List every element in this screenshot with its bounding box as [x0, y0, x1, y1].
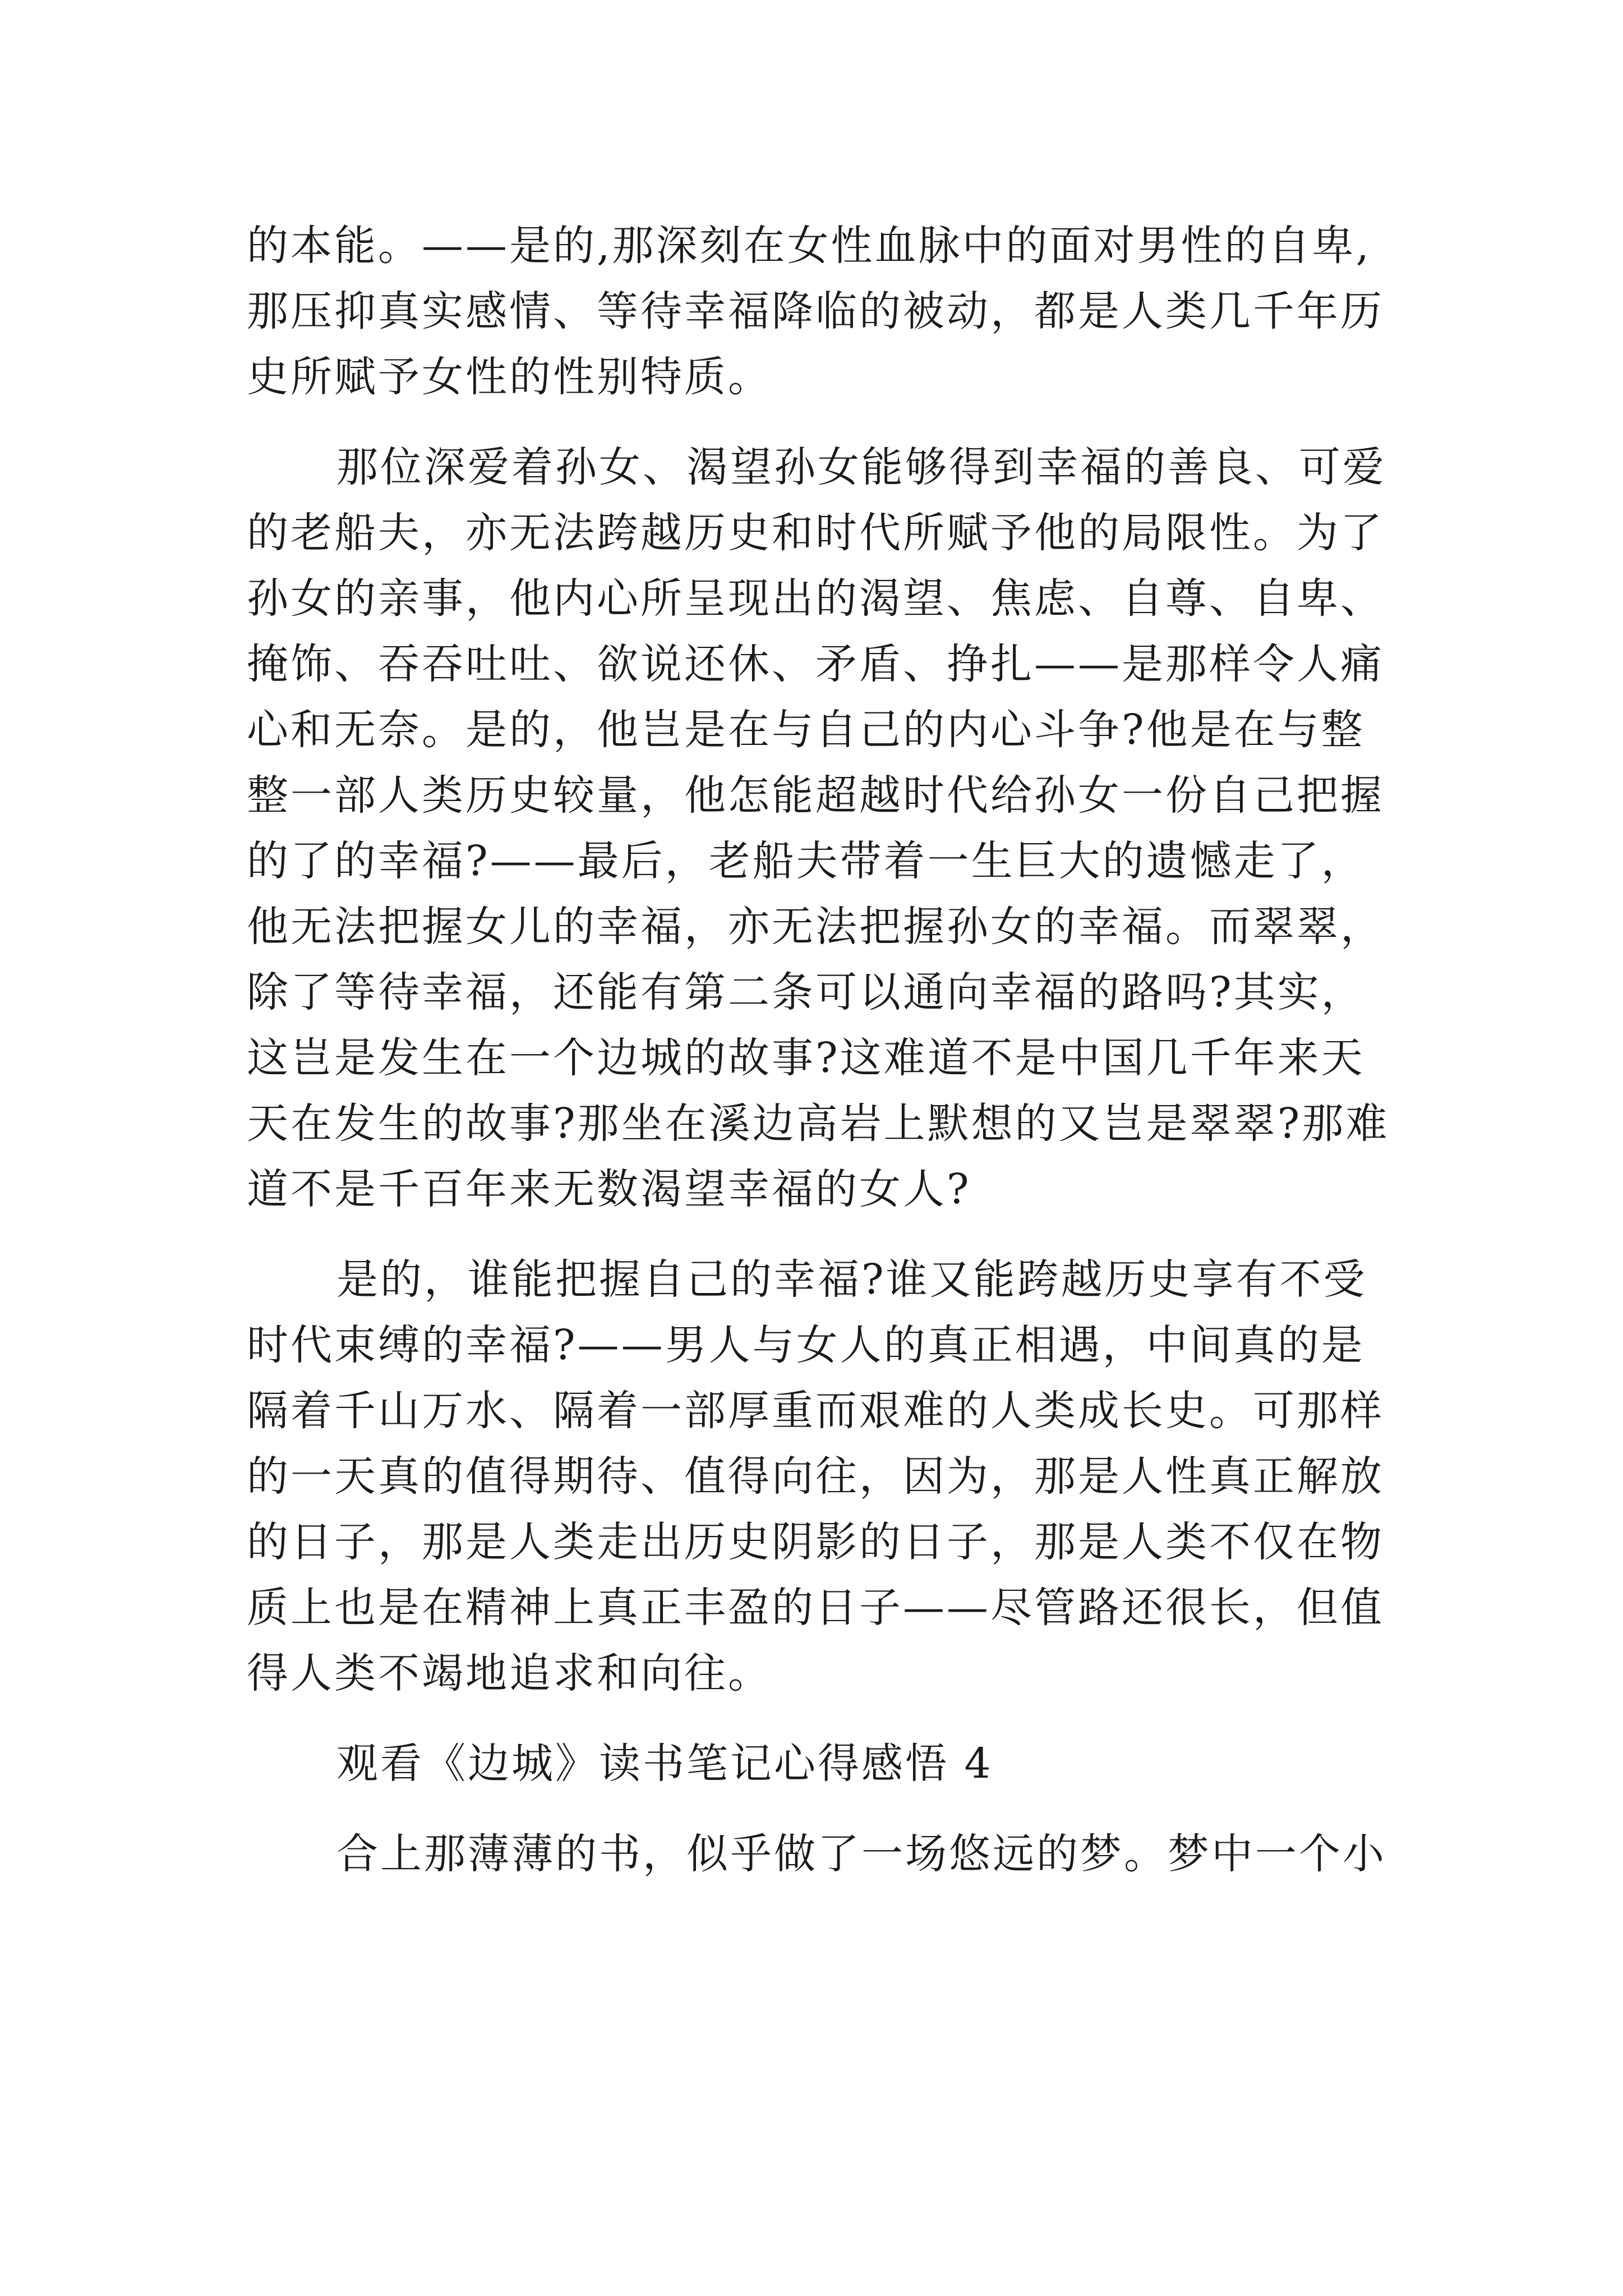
document-body [247, 213, 1436, 1887]
heading-line: 观看《边城》读书笔记心得感悟 4 [336, 1740, 993, 1788]
text-line: 心和无奈。是的，他岂是在与自己的内心斗争?他是在与整 [247, 706, 1365, 754]
text-line: 的日子，那是人类走出历史阴影的日子，那是人类不仅在物 [247, 1518, 1384, 1566]
text-line: 隔着千山万水、隔着一部厚重而艰难的人类成长史。可那样 [247, 1387, 1384, 1435]
paragraph-2 [247, 435, 1436, 1222]
text-line: 孙女的亲事，他内心所呈现出的渴望、焦虑、自尊、自卑、 [247, 574, 1384, 623]
text-line: 天在发生的故事?那坐在溪边高岩上默想的又岂是翠翠?那难 [247, 1099, 1390, 1148]
text-line: 那压抑真实感情、等待幸福降临的被动，都是人类几千年历 [247, 287, 1384, 335]
text-line: 史所赋予女性的性别特质。 [247, 353, 772, 401]
text-line: 的了的幸福?——最后，老船夫带着一生巨大的遗憾走了， [247, 837, 1365, 885]
paragraph-3 [247, 1247, 1436, 1706]
text-line: 掩饰、吞吞吐吐、欲说还休、矛盾、挣扎——是那样令人痛 [247, 640, 1384, 688]
text-line: 质上也是在精神上真正丰盈的日子——尽管路还很长，但值 [247, 1584, 1384, 1632]
paragraph-4 [247, 1821, 1436, 1887]
text-line: 道不是千百年来无数渴望幸福的女人? [247, 1165, 971, 1213]
text-line: 整一部人类历史较量，他怎能超越时代给孙女一份自己把握 [247, 771, 1384, 820]
text-line: 是的，谁能把握自己的幸福?谁又能跨越历史享有不受 [336, 1255, 1367, 1304]
text-line: 的一天真的值得期待、值得向往，因为，那是人性真正解放 [247, 1452, 1384, 1501]
text-line: 除了等待幸福，还能有第二条可以通向幸福的路吗?其实， [247, 968, 1365, 1016]
paragraph-1 [247, 213, 1436, 410]
text-line: 合上那薄薄的书，似乎做了一场悠远的梦。梦中一个小 [336, 1830, 1386, 1878]
text-line: 时代束缚的幸福?——男人与女人的真正相遇，中间真的是 [247, 1321, 1365, 1369]
text-line: 的老船夫，亦无法跨越历史和时代所赋予他的局限性。为了 [247, 509, 1384, 557]
text-line: 他无法把握女儿的幸福，亦无法把握孙女的幸福。而翠翠， [247, 903, 1384, 951]
text-line: 的本能。——是的,那深刻在女性血脉中的面对男性的自卑, [247, 222, 1372, 270]
section-heading [247, 1731, 1436, 1797]
text-line: 这岂是发生在一个边城的故事?这难道不是中国几千年来天 [247, 1034, 1365, 1082]
text-line: 那位深爱着孙女、渴望孙女能够得到幸福的善良、可爱 [336, 443, 1386, 491]
text-line: 得人类不竭地追求和向往。 [247, 1649, 772, 1697]
